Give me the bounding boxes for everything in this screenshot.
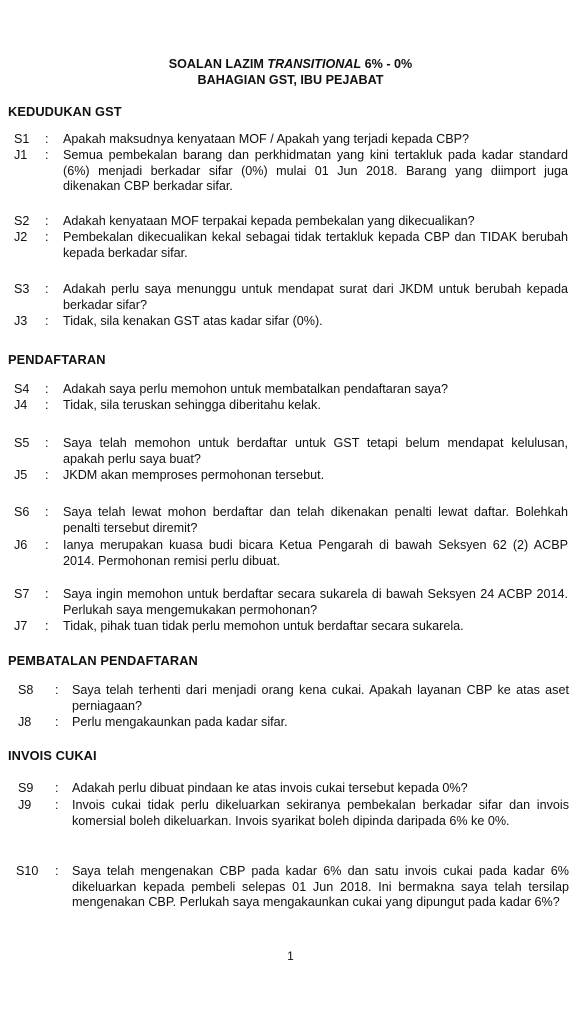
qa-colon: : [45, 619, 49, 633]
answer-j4 [0, 398, 581, 414]
answer-j5 [0, 468, 581, 484]
qa-label: S8 [18, 683, 34, 697]
qa-text: Pembekalan dikecualikan kekal sebagai tidak tertakluk kepada CBP dan TIDAK berubah kepada berkadar sifar. [63, 230, 568, 260]
qa-label: S2 [14, 214, 30, 228]
answer-j6 [0, 538, 581, 569]
qa-text: JKDM akan memproses permohonan tersebut. [63, 468, 325, 482]
question-s2 [0, 214, 581, 230]
section-heading-pembatalan-pendaftaran: PEMBATALAN PENDAFTARAN [8, 653, 198, 668]
qa-label: J5 [14, 468, 28, 482]
qa-label: S9 [18, 781, 34, 795]
answer-j9 [0, 798, 581, 829]
section-heading-kedudukan-gst: KEDUDUKAN GST [8, 104, 122, 119]
qa-label: J1 [14, 148, 28, 162]
question-s10 [0, 864, 581, 911]
qa-colon: : [45, 282, 49, 296]
question-s6 [0, 505, 581, 536]
qa-colon: : [45, 314, 49, 328]
question-s8 [0, 683, 581, 714]
section-heading-pendaftaran: PENDAFTARAN [8, 352, 106, 367]
qa-colon: : [45, 148, 49, 162]
qa-text: Saya telah terhenti dari menjadi orang kena cukai. Apakah layanan CBP ke atas aset perniagaan? [72, 683, 569, 713]
qa-label: J8 [18, 715, 32, 729]
qa-text: Tidak, sila kenakan GST atas kadar sifar (0%). [63, 314, 323, 328]
qa-label: S4 [14, 382, 30, 396]
qa-label: S5 [14, 436, 30, 450]
qa-label: J4 [14, 398, 28, 412]
qa-label: J9 [18, 798, 32, 812]
qa-label: J2 [14, 230, 28, 244]
question-s1 [0, 132, 581, 148]
qa-colon: : [55, 781, 59, 795]
qa-text: Apakah maksudnya kenyataan MOF / Apakah yang terjadi kepada CBP? [63, 132, 470, 146]
answer-j1 [0, 148, 581, 195]
qa-text: Saya telah memohon untuk berdaftar untuk GST tetapi belum mendapat kelulusan, apakah perlu saya buat? [63, 436, 568, 466]
qa-colon: : [45, 468, 49, 482]
answer-j2 [0, 230, 581, 261]
qa-text: Adakah saya perlu memohon untuk membatalkan pendaftaran saya? [63, 382, 449, 396]
qa-colon: : [55, 715, 59, 729]
qa-colon: : [45, 382, 49, 396]
qa-colon: : [45, 398, 49, 412]
qa-text: Adakah perlu saya menunggu untuk mendapat surat dari JKDM untuk berubah kepada berkadar sifar? [63, 282, 568, 312]
qa-text: Ianya merupakan kuasa budi bicara Ketua Pengarah di bawah Seksyen 62 (2) ACBP 2014. Permohonan remisi perlu dibuat. [63, 538, 568, 568]
qa-colon: : [55, 864, 59, 878]
page-number: 1 [287, 949, 294, 963]
qa-colon: : [45, 505, 49, 519]
qa-colon: : [45, 132, 49, 146]
qa-text: Adakah perlu dibuat pindaan ke atas invois cukai tersebut kepada 0%? [72, 781, 468, 795]
qa-text: Saya telah lewat mohon berdaftar dan telah dikenakan penalti lewat daftar. Bolehkah penalti tersebut diremit? [63, 505, 568, 535]
qa-text: Adakah kenyataan MOF terpakai kepada pembekalan yang dikecualikan? [63, 214, 475, 228]
qa-label: S7 [14, 587, 30, 601]
qa-colon: : [45, 587, 49, 601]
qa-text: Tidak, sila teruskan sehingga diberitahu kelak. [63, 398, 321, 412]
document-title-line-1: SOALAN LAZIM TRANSITIONAL 6% - 0% [168, 57, 413, 71]
document-title-line-2: BAHAGIAN GST, IBU PEJABAT [197, 73, 384, 87]
qa-colon: : [55, 683, 59, 697]
qa-colon: : [45, 214, 49, 228]
question-s3 [0, 282, 581, 313]
qa-colon: : [45, 230, 49, 244]
section-heading-invois-cukai: INVOIS CUKAI [8, 748, 97, 763]
question-s4 [0, 382, 581, 398]
qa-text: Saya telah mengenakan CBP pada kadar 6% dan satu invois cukai pada kadar 6% dikeluarkan kepada pembeli selepas 01 Jun 2018. Ini bermakna saya telah tersilap mengenakan CBP. Perlukah saya mengakaunkan cukai yang dipungut pada kadar 6%? [72, 864, 569, 909]
qa-text: Invois cukai tidak perlu dikeluarkan sekiranya pembekalan berkadar sifar dan invois komersial boleh dikeluarkan. Invois syarikat boleh dipinda daripada 6% ke 0%. [72, 798, 569, 828]
qa-colon: : [45, 538, 49, 552]
qa-text: Perlu mengakaunkan pada kadar sifar. [72, 715, 288, 729]
qa-label: J7 [14, 619, 28, 633]
title-italic-word: TRANSITIONAL [267, 57, 362, 71]
answer-j3 [0, 314, 581, 330]
qa-label: S3 [14, 282, 30, 296]
qa-text: Tidak, pihak tuan tidak perlu memohon untuk berdaftar secara sukarela. [63, 619, 464, 633]
answer-j8 [0, 715, 581, 731]
qa-colon: : [55, 798, 59, 812]
qa-label: J6 [14, 538, 28, 552]
qa-text: Saya ingin memohon untuk berdaftar secara sukarela di bawah Seksyen 24 ACBP 2014. Perlukah saya mengemukakan permohonan? [63, 587, 568, 617]
qa-label: S10 [16, 864, 39, 878]
qa-colon: : [45, 436, 49, 450]
question-s5 [0, 436, 581, 467]
qa-text: Semua pembekalan barang dan perkhidmatan yang kini tertakluk pada kadar standard (6%) menjadi berkadar sifar (0%) mulai 01 Jun 2018. Barang yang diimport juga dikenakan CBP berkadar sifar. [63, 148, 568, 193]
question-s9 [0, 781, 581, 797]
qa-label: S1 [14, 132, 30, 146]
question-s7 [0, 587, 581, 618]
answer-j7 [0, 619, 581, 635]
qa-label: J3 [14, 314, 28, 328]
qa-label: S6 [14, 505, 30, 519]
